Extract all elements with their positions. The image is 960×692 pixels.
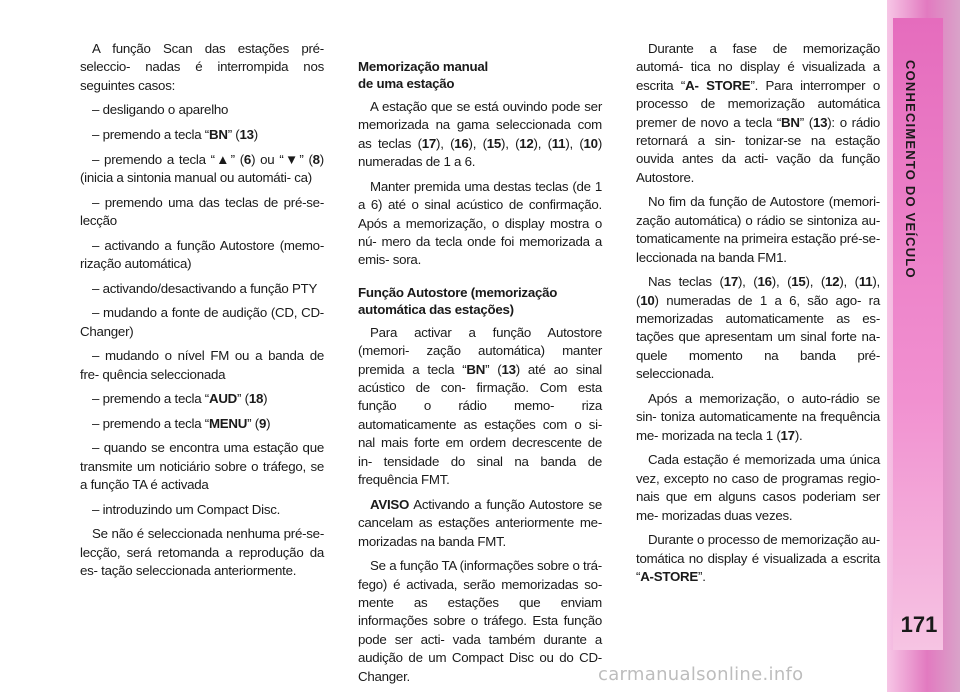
- watermark: carmanualsonline.info: [598, 664, 804, 685]
- paragraph: A estação que se está ouvindo pode ser memorizada na gama seleccionada com as teclas (17), (16), (15), (12), (11), (10) numeradas de 1 a 6.: [358, 99, 602, 170]
- paragraph: Cada estação é memorizada uma única vez, excepto no caso de programas regio- nais que em alguns casos poderiam ser me- morizadas duas vezes.: [636, 452, 880, 523]
- column-2: [358, 58, 602, 692]
- paragraph: Nas teclas (17), (16), (15), (12), (11), (10) numeradas de 1 a 6, são ago- ra memorizadas automaticamente as es- tações que apresentam um sinal forte na- quele momento na banda pré-seleccionada.: [636, 274, 880, 382]
- paragraph: No fim da função de Autostore (memori- zação automática) o rádio se sintoniza au- tomaticamente na primeira estação pré-se- leccionada na banda FM1.: [636, 194, 880, 265]
- column-3: [636, 40, 880, 593]
- case-item: – premendo a tecla “MENU” (9): [92, 415, 271, 431]
- case-item: – desligando o aparelho: [92, 102, 229, 118]
- scan-outro: Se não é seleccionada nenhuma pré-se- lecção, será retomanda a reprodução da es- tação seleccionada anteriormente.: [80, 526, 324, 579]
- paragraph: Após a memorização, o auto-rádio se sin- toniza automaticamente na frequência me- morizada na tecla 1 (17).: [636, 390, 880, 443]
- warning-note: AVISO Activando a função Autostore se cancelam as estações anteriormente me- morizadas na banda FMT.: [358, 496, 602, 549]
- case-item: – activando/desactivando a função PTY: [92, 280, 318, 296]
- paragraph: Manter premida uma destas teclas (de 1 a 6) até o sinal acústico de confirmação. Após a memorização, o display mostra o nú- mero da tecla onde foi memorizada a emis- sora.: [358, 178, 602, 268]
- case-item: – premendo a tecla “AUD” (18): [92, 391, 268, 407]
- case-item: – mudando a fonte de audição (CD, CD- Changer): [80, 305, 324, 339]
- case-item: – premendo a tecla “BN” (13): [92, 127, 258, 142]
- paragraph: Durante a fase de memorização automá- tica no display é visualizada a escrita “A- STORE”. Para interromper o processo de memorização automática premer de novo a tecla “BN” (13): o rádio retornará a sin- tonizar-se na estação ouvida antes da acti- vação da função Autostore.: [636, 41, 880, 185]
- paragraph: Se a função TA (informações sobre o trá- fego) é activada, serão memorizadas so- mente as estações que enviam informações sobre o tráfego. Esta função pode ser acti- vada também durante a audição de um Compact Disc ou do CD-Changer.: [358, 558, 602, 684]
- case-item: – premendo uma das teclas de pré-se- lecção: [80, 194, 324, 228]
- case-item: – premendo a tecla “▲” (6) ou “▼” (8) (inicia a sintonia manual ou automáti- ca): [80, 151, 324, 185]
- arrow-up-icon: ▲: [214, 151, 231, 167]
- heading-autostore: Função Autostore (memorização automática das estações): [358, 284, 558, 317]
- page-number: 171: [900, 612, 938, 637]
- case-item: – mudando o nível FM ou a banda de fre- quência seleccionada: [80, 348, 324, 382]
- section-title: CONHECIMENTO DO VEÍCULO: [903, 60, 918, 279]
- case-item: – activando a função Autostore (memo- rização automática): [80, 237, 324, 271]
- paragraph: Para activar a função Autostore (memori- zação automática) manter premida a tecla “BN” (13) até ao sinal acústico de con- firmação. Com esta função o rádio memo- riza automaticamente as estações com o si- nal mais forte em ordem decrescente de in- tensidade do sinal na banda de frequência FMT.: [358, 324, 602, 488]
- heading-manual-memory: Memorização manual de uma estação: [358, 59, 488, 91]
- case-item: – quando se encontra uma estação que transmite um noticiário sobre o tráfego, se a função TA é activada: [80, 440, 324, 493]
- warning-label: AVISO: [370, 496, 410, 512]
- scan-intro: A função Scan das estações pré-seleccio- nadas é interrompida nos seguintes casos:: [80, 41, 324, 93]
- arrow-down-icon: ▼: [283, 151, 300, 167]
- paragraph: Durante o processo de memorização au- tomática no display é visualizada a escrita “A-STORE”.: [636, 532, 880, 584]
- case-item: – introduzindo um Compact Disc.: [92, 501, 281, 517]
- column-1: [80, 40, 324, 587]
- section-tab: [893, 18, 943, 650]
